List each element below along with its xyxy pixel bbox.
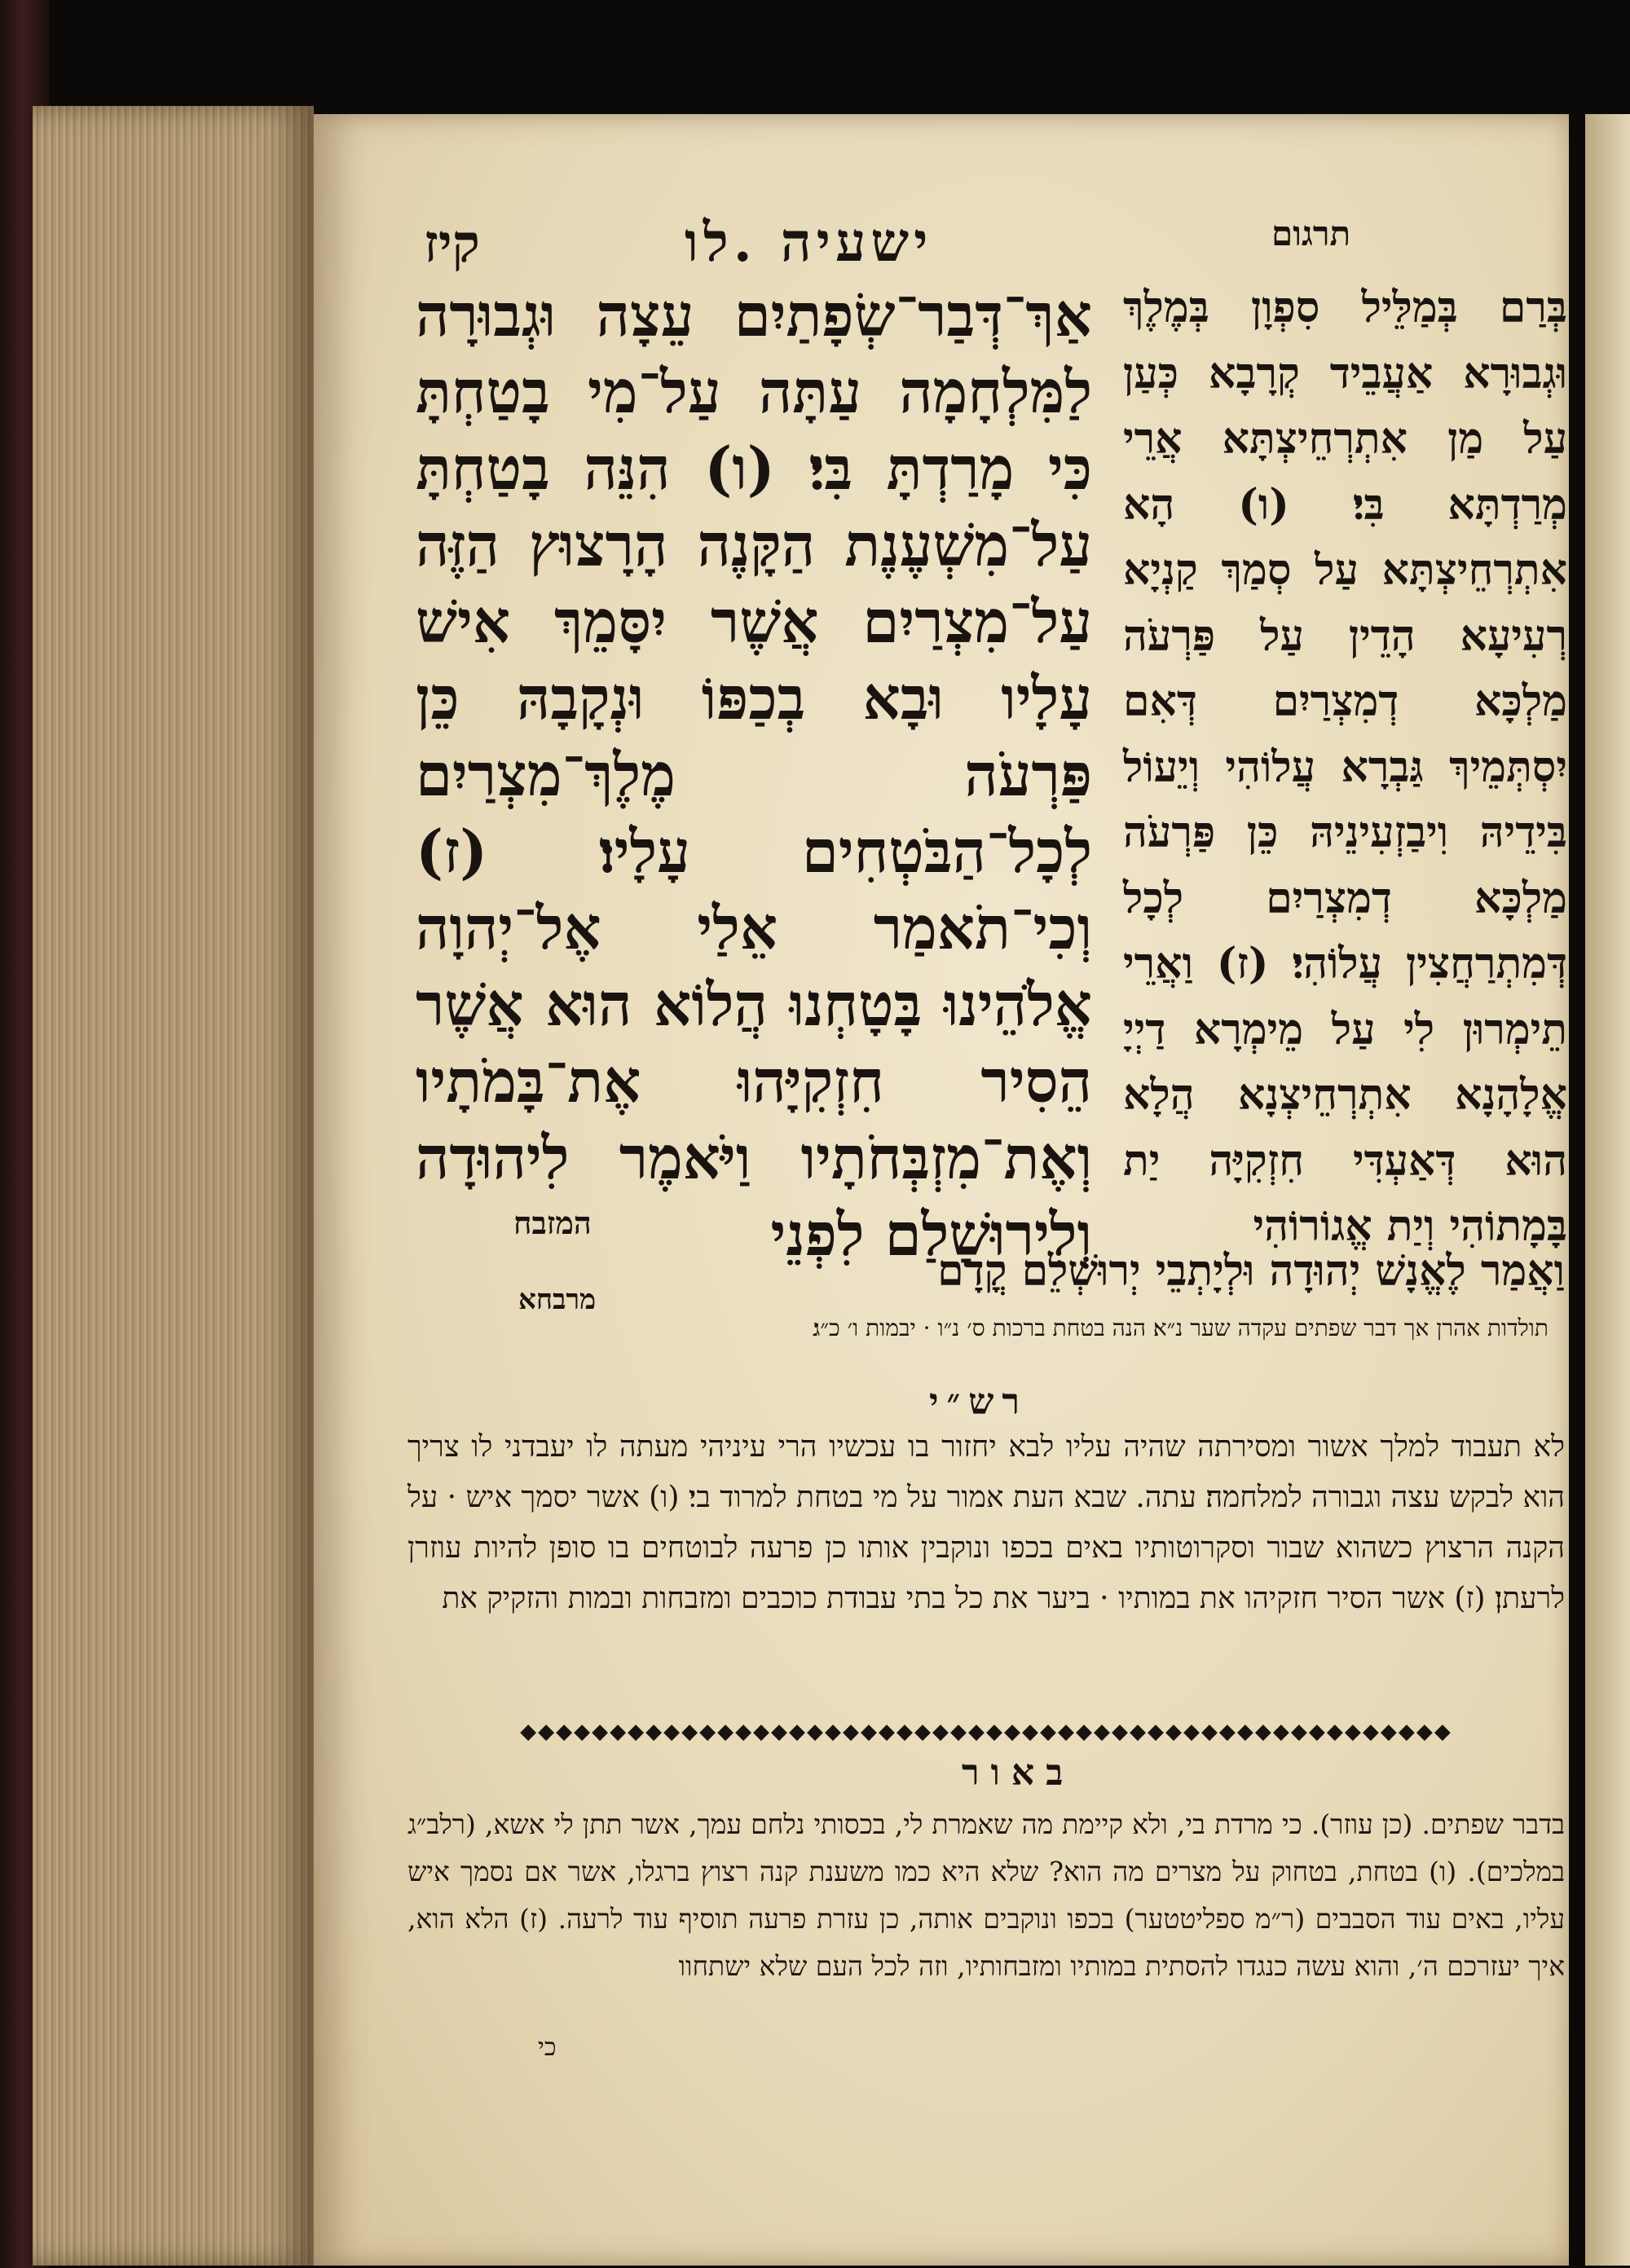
page-number: קיז [424, 214, 480, 275]
rashi-commentary [408, 1422, 1565, 1624]
beur-commentary: בדבר שפתים. (כן עוזר). כי מרדת בי, ולא קיימת מה שאמרת לי, בכסותי נלחם עמך, אשר תתן לי אשא, (רלב״ג במלכים). (ו) בטחת, בטחוק על מצרים מה הוא? שלא היא כמו משענת קנה רצוץ ברגלו, אשר אם נסמך איש עליו, באים עוד הסבבים (ר״מ ספליטטער) בכפו ונוקבים אותה, כן עזרת פרעה תוסיף עוד לרעה. (ז) הלא הוא, איך יעזרכם ה׳, והוא עשה כנגדו להסתית במותיו ומזבחותיו, וזה לכל העם שלא ישתחוו [408, 1808, 1565, 1982]
beur-heading: באור [962, 1752, 1075, 1794]
page-edges [33, 106, 314, 2266]
targum-column: בְּרַם בְּמַלֵּיל סִפְוָן בְּמֶלֶךְ וּגְבוּרָא אַעֲבֵיד קְרָבָא כְּעַן עַל מַן אִתְרְחֵיצְתָּא אֲרֵי מְרַדְתָּא בִּי׃ (ו) הָא אִתְרְחֵיצְתָּא עַל סְמַךְ קַנְיָא רְעִיעָא הָדֵין עַל פַּרְעֹה מַלְכָּא דְמִצְרַיִם דְּאִם יִסְתְּמֵיךְ גַּבְרָא עֲלוֹהִי וְיֵעוֹל בִּידֵיהּ וִיבַזְעִינֵיהּ כֵּן פַּרְעֹה מַלְכָּא דְמִצְרַיִם לְכָל דְּמִתְרַחֲצִין עֲלוֹהִי׃ (ז) וַאֲרֵי תֵימְרוּן לִי עַל מֵימְרָא דַיְיָ אֱלָהָנָא אִתְרְחֵיצְנָא הֲלָא הוּא דְּאַעְדִּי חִזְקִיָּה יַת בָּמָתוֹהִי וְיַת אֱגוֹרוֹהִי [1123, 283, 1567, 1251]
targum-last-line: וַאֲמַר לֶאֱנָשׁ יְהוּדָה וּלְיָתְבֵי יְרוּשְׁלֵם קֳדָם [937, 1246, 1565, 1296]
running-head-section: תרגום [1271, 214, 1351, 253]
beur-catchword: כי [538, 2033, 557, 2062]
toldot-aharon-note: תולדות אהרן אך דבר שפתים עקדה שער נ״א׃ הנה בטחת ברכות ס׳ נ״ו · יבמות ו׳ כ״ג׃ [813, 1315, 1548, 1341]
main-catchword: המזבח [513, 1204, 592, 1241]
facing-page-edge [1585, 114, 1630, 2266]
main-biblical-text: אַךְ־דְּבַר־שְׂפָתַיִם עֵצָה וּגְבוּרָה לַמִּלְחָמָה עַתָּה עַל־מִי בָטַחְתָּ כִּי מָרַדְתָּ בִּי׃ (ו) הִנֵּה בָטַחְתָּ עַל־מִשְׁעֶנֶת הַקָּנֶה הָרָצוּץ הַזֶּה עַל־מִצְרַיִם אֲשֶׁר יִסָּמֵךְ אִישׁ עָלָיו וּבָא בְכַפּוֹ וּנְקָבָהּ כֵּן פַּרְעֹה מֶלֶךְ־מִצְרַיִם לְכָל־הַבֹּטְחִים עָלָיו׃ (ז) וְכִי־תֹאמַר אֵלַי אֶל־יְהוָה אֱלֹהֵינוּ בָּטָחְנוּ הֲלוֹא הוּא אֲשֶׁר הֵסִיר חִזְקִיָּהוּ אֶת־בָּמֹתָיו וְאֶת־מִזְבְּחֹתָיו וַיֹּאמֶר לִיהוּדָה וְלִירוּשָׁלַם לִפְנֵי [416, 280, 1092, 1269]
rashi-text: לא תעבוד למלך אשור ומסירתה שהיה עליו לבא יחזור בו עכשיו הרי עיניהי מעתה לו יעבדני לו צריך הוא לבקש עצה וגבורה למלחמה׃ עתה. שבא העת אמור על מי בטחת למרוד בי׃ (ו) אשר יסמך איש · על הקנה הרצוץ כשהוא שבור וסקרוטותיו באים בכפו ונוקבין אותו כן פרעה לבוטחים בו סופן להיות עוזרן לרעתן׃ (ז) אשר הסיר חזקיהו את במותיו · ביער את כל בתי עבודת כוכבים ומזבחות ובמות והזקיק את [408, 1430, 1565, 1615]
running-head-book: ישעיה .לו [685, 210, 933, 274]
ornamental-divider: ◆◆◆◆◆◆◆◆◆◆◆◆◆◆◆◆◆◆◆◆◆◆◆◆◆◆◆◆◆◆◆◆◆◆◆◆◆◆◆◆◆◆◆◆◆◆◆◆◆◆◆◆ [520, 1720, 1452, 1744]
targum-catchword: מרבחא [518, 1284, 597, 1316]
rashi-heading: רש״י [929, 1381, 1029, 1423]
